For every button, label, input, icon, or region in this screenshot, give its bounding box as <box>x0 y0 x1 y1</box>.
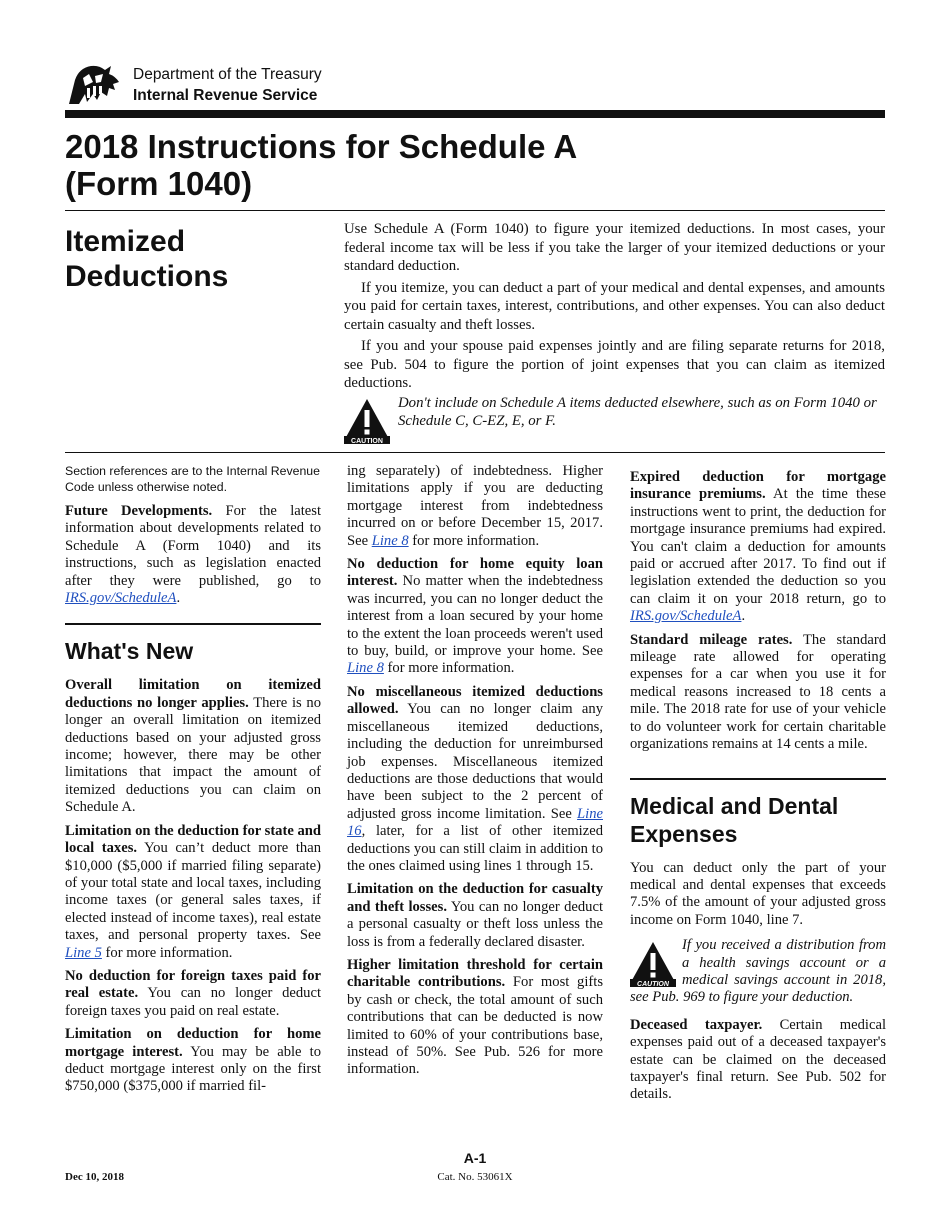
document-title-line2: (Form 1040) <box>65 165 253 202</box>
mortgage-interest-heading: Limitation on deduction for home mortgage interest. <box>65 1026 321 1060</box>
page-number: A-1 <box>463 1150 487 1166</box>
salt-limitation-text: You can’t deduct more than $10,000 ($5,000 if married filing separate) of your total state and local taxes, including income taxes (or general sales taxes, if elected instead of income taxes), real estate taxes, and personal property taxes. See <box>65 840 321 944</box>
miscellaneous-text-end: , later, for a list of other itemized deductions you can still claim in addition to the ones claimed using lines 1 through 15. <box>347 823 603 874</box>
mortgage-insurance-heading: Expired deduction for mortgage insurance premiums. <box>630 469 886 503</box>
irs-eagle-logo-icon <box>65 60 123 108</box>
medical-paragraph: You can deduct only the part of your medical and dental expenses that exceeds 7.5% of the amount of your adjusted gross income on Form 1040, line 7. <box>630 859 886 928</box>
salt-limitation-text-end: for more information. <box>105 944 233 961</box>
intro-text <box>344 220 885 396</box>
irs-schedulea-link[interactable]: IRS.gov/ScheduleA <box>630 608 742 625</box>
irs-schedulea-link[interactable]: IRS.gov/ScheduleA <box>65 590 177 607</box>
mortgage-insurance-text-end: . <box>741 608 746 625</box>
miscellaneous-text: You can no longer claim any miscellaneous itemized deductions, including the deduction for unreimbursed job expenses. Miscellaneous itemized deductions are those deductions that would have been subject to the 2 percent of adjusted gross income limitation. See <box>347 701 604 822</box>
section-title-line1: Itemized <box>65 225 186 258</box>
document-title-line1: 2018 Instructions for Schedule A <box>65 128 578 165</box>
line-5-link[interactable]: Line 5 <box>65 944 102 961</box>
deceased-paragraph <box>630 1017 886 1104</box>
mileage-heading: Standard mileage rates. <box>630 631 793 648</box>
revision-date: Dec 10, 2018 <box>65 1171 124 1183</box>
miscellaneous-heading: No miscellaneous itemized deductions allowed. <box>347 683 603 718</box>
mortgage-continued-text-end: for more information. <box>412 532 540 549</box>
column-1 <box>65 463 321 1102</box>
mortgage-insurance-paragraph <box>630 469 886 626</box>
foreign-taxes-heading: No deduction for foreign taxes paid for real estate. <box>65 967 321 1002</box>
mortgage-interest-paragraph <box>65 1026 321 1096</box>
intro-paragraph: If you and your spouse paid expenses jointly and are filing separate returns for 2018, see Pub. 504 to figure the portion of joint expenses that you can claim as itemized deductions. <box>344 338 885 391</box>
caution-label: CAUTION <box>351 437 383 444</box>
mortgage-continued-text: ing separately) of indebtedness. Higher limitations apply if you are deducting mortgage interest from indebtedness incurred on or before December 15, 2017. See <box>347 463 603 549</box>
overall-limitation-paragraph <box>65 677 321 816</box>
document-title <box>65 128 885 202</box>
caution-text: Don't include on Schedule A items deducted elsewhere, such as on Form 1040 or Schedule C, C-EZ, E, or F. <box>398 395 877 430</box>
section-title-line2: Deductions <box>65 260 229 293</box>
title-rule <box>65 210 885 211</box>
foreign-taxes-text: You can no longer deduct foreign taxes you paid on real estate. <box>65 985 322 1019</box>
heading-rule <box>65 623 321 625</box>
whats-new-heading: What's New <box>65 638 194 665</box>
column-3 <box>630 463 886 1110</box>
home-equity-text: No matter when the indebtedness was incurred, you can no longer deduct the interest from a loan secured by your home to the extent the loan proceeds weren't used to buy, build, or improve your home. See <box>347 573 603 660</box>
line-16-link[interactable]: Line 16 <box>347 805 603 840</box>
casualty-heading: Limitation on the deduction for casualty and theft losses. <box>347 881 603 915</box>
mortgage-interest-text: You may be able to deduct mortgage interest only on the first $750,000 ($375,000 if married fil- <box>65 1043 321 1095</box>
section-rule <box>65 452 885 453</box>
heading-rule <box>630 778 886 780</box>
caution-note <box>630 937 886 1007</box>
future-developments-text: For the latest information about developments related to Schedule A (Form 1040) and its instructions, such as legislation enacted after they were published, go to <box>65 503 321 589</box>
charitable-heading: Higher limitation threshold for certain charitable contributions. <box>347 956 603 991</box>
column-2 <box>347 463 603 1085</box>
section-reference-note: Section references are to the Internal Revenue Code unless otherwise noted. <box>65 464 320 494</box>
deceased-text: Certain medical expenses paid out of a deceased taxpayer's estate can be claimed on the deceased taxpayer's final return. See Pub. 502 for details. <box>630 1016 886 1103</box>
home-equity-paragraph <box>347 556 603 678</box>
line-8-link[interactable]: Line 8 <box>371 532 409 549</box>
charitable-text: For most gifts by cash or check, the total amount of such contributions that can be deducted is now limited to 60% of your contributions base, instead of 50%. See Pub. 526 for more information. <box>347 974 603 1078</box>
agency-line-department: Department of the Treasury <box>133 66 322 83</box>
salt-limitation-heading: Limitation on the deduction for state and local taxes. <box>65 822 321 857</box>
mortgage-insurance-text: At the time these instructions went to print, the deduction for mortgage insurance premiums had expired. You can't claim a deduction for amounts paid or accrued after 2017. To find out if legislation extended the deduction so you can claim it on your 2018 return, go to <box>630 486 886 607</box>
mileage-text: The standard mileage rate allowed for operating expenses for a car when you use it for medical reasons increased to 18 cents a mile. The 2018 rate for use of your vehicle to do volunteer work for certain charitable organizations remains at 14 cents a mile. <box>630 631 886 753</box>
agency-line-irs: Internal Revenue Service <box>133 87 318 104</box>
foreign-taxes-paragraph <box>65 968 321 1020</box>
salt-limitation-paragraph <box>65 823 321 962</box>
deceased-heading: Deceased taxpayer. <box>630 1016 763 1033</box>
home-equity-heading: No deduction for home equity loan interest. <box>347 556 603 590</box>
overall-limitation-text: There is no longer an overall limitation on itemized deductions based on your adjusted gross income; however, there may be other limitations that impact the amount of itemized deductions you can claim on Schedule A. <box>65 694 321 816</box>
agency-name <box>133 64 322 106</box>
section-title <box>65 224 325 294</box>
miscellaneous-paragraph <box>347 684 603 875</box>
catalog-number: Cat. No. 53061X <box>437 1171 513 1183</box>
home-equity-text-end: for more information. <box>387 660 515 677</box>
medical-dental-heading: Medical and Dental Expenses <box>630 792 839 847</box>
future-developments-paragraph: Future Developments. For the latest information about developments related to Schedule A (Form 1040) and its instructions, such as legislation enacted after they were published, go to IRS.gov/ScheduleA. <box>65 503 321 607</box>
overall-limitation-heading: Overall limitation on itemized deductions no longer applies. <box>65 677 321 711</box>
caution-label: CAUTION <box>637 980 669 988</box>
line-8-link[interactable]: Line 8 <box>347 660 384 677</box>
intro-paragraph: Use Schedule A (Form 1040) to figure your itemized deductions. In most cases, your federal income tax will be less if you take the larger of your itemized deductions or your standard deduction. <box>344 221 885 274</box>
mileage-paragraph <box>630 632 886 754</box>
casualty-text: You can no longer deduct a personal casualty or theft loss unless the loss is from a federally declared disaster. <box>347 898 604 950</box>
caution-text: If you received a distribution from a health savings account or a medical savings account in 2018, see Pub. 969 to figure your deduction. <box>630 937 886 1006</box>
future-developments-heading: Future Developments. <box>65 503 213 519</box>
charitable-paragraph <box>347 957 603 1079</box>
agency-header <box>65 60 885 110</box>
casualty-paragraph <box>347 881 603 951</box>
caution-icon <box>630 941 676 987</box>
intro-paragraph: If you itemize, you can deduct a part of your medical and dental expenses, and amounts you paid for certain taxes, interest, contributions, and other expenses. You can also deduct certain casualty and theft losses. <box>344 279 885 333</box>
header-rule <box>65 110 885 118</box>
mortgage-continued-paragraph <box>347 463 603 550</box>
caution-icon <box>344 398 390 444</box>
